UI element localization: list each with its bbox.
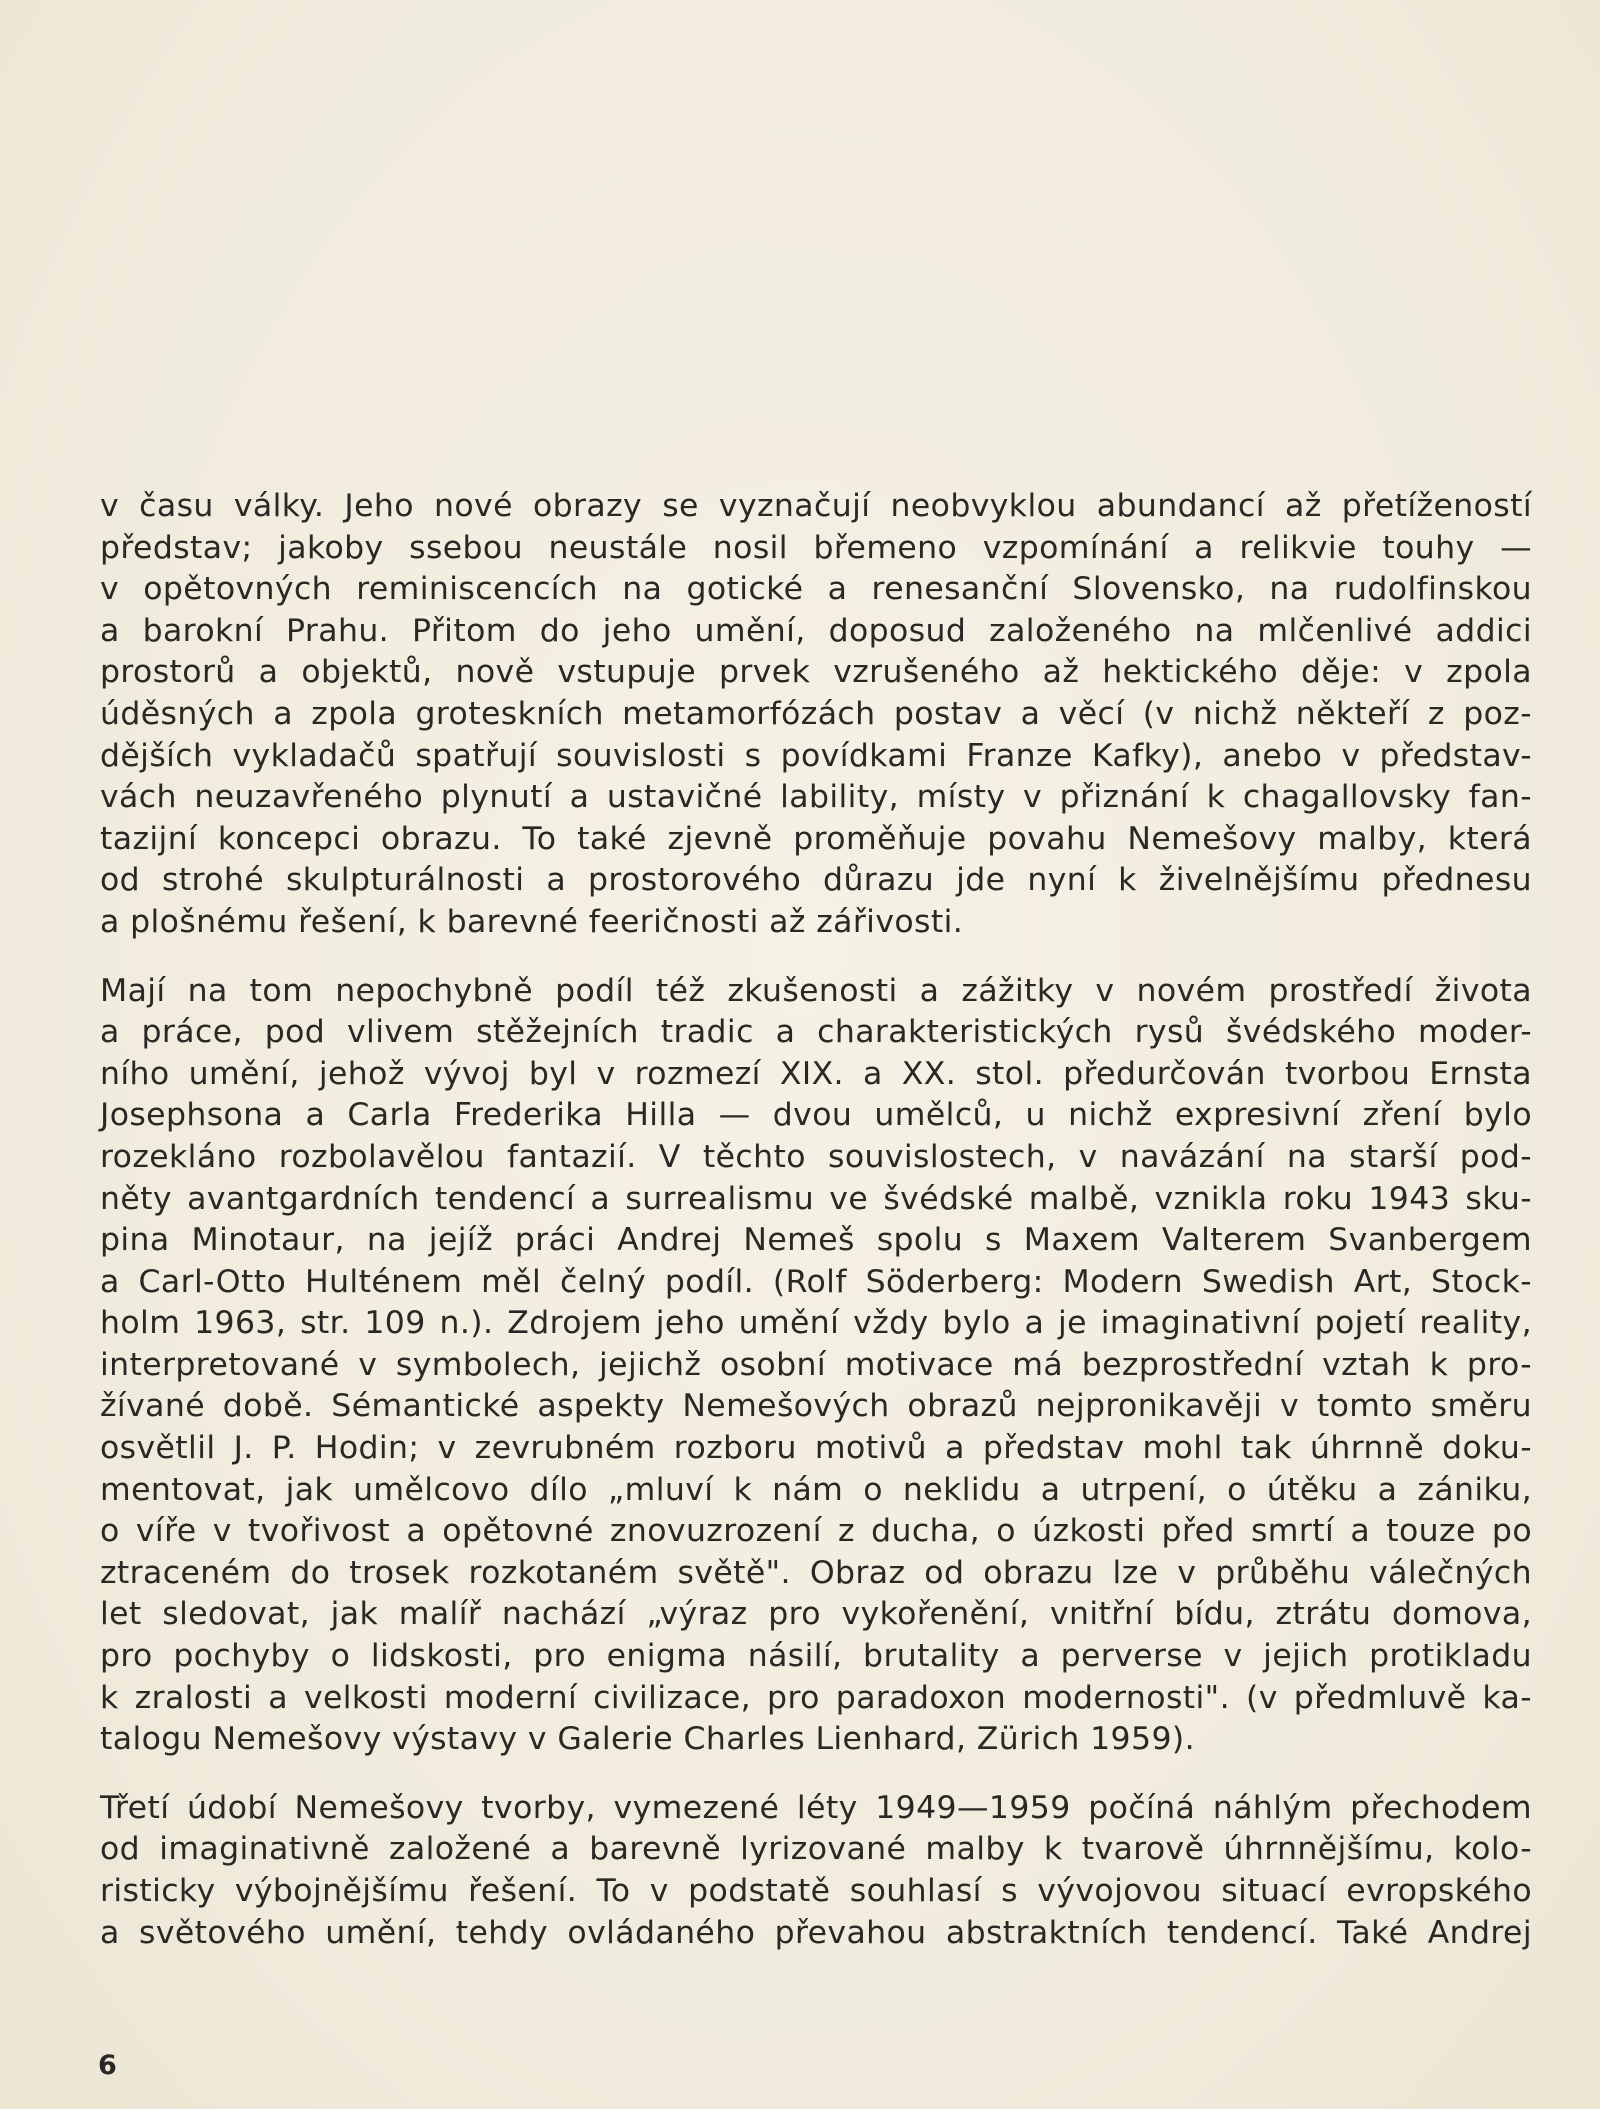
paragraph-gap (100, 1761, 1532, 1788)
text-line: talogu Nemešovy výstavy v Galerie Charles Lienhard, Zürich 1959). (100, 1721, 1195, 1758)
text-line: v opětovných reminiscencích na gotické a renesanční Slovensko, na rudolfinskou (100, 571, 1532, 608)
text-line: ního umění, jehož vývoj byl v rozmezí XIX. a XX. stol. předurčován tvorbou Ernsta (100, 1055, 1532, 1092)
text-line: žívané době. Sémantické aspekty Nemešových obrazů nejpronikavěji v tomto směru (100, 1388, 1532, 1425)
paragraph-1 (100, 486, 1532, 944)
text-line: pro pochyby o lidskosti, pro enigma násilí, brutality a perverse v jejich protikladu (100, 1638, 1532, 1675)
text-line: o víře v tvořivost a opětovné znovuzrození z ducha, o úzkosti před smrtí a touze po (100, 1513, 1532, 1550)
text-line: let sledovat, jak malíř nachází „výraz pro vykořenění, vnitřní bídu, ztrátu domova, (100, 1596, 1532, 1633)
text-line: představ; jakoby ssebou neustále nosil břemeno vzpomínání a relikvie touhy — (100, 529, 1532, 566)
text-line: interpretované v symbolech, jejichž osobní motivace má bezprostřední vztah k pro- (100, 1346, 1532, 1383)
text-line: Mají na tom nepochybně podíl též zkušenosti a zážitky v novém prostředí života (100, 972, 1532, 1009)
text-line: v času války. Jeho nové obrazy se vyznačují neobvyklou abundancí až přetíženostı́ (100, 488, 1532, 524)
text-line: a světového umění, tehdy ovládaného převahou abstraktních tendencí. Také Andrej (100, 1914, 1532, 1951)
text-line: k zralosti a velkosti moderní civilizace, pro paradoxon modernosti". (v předmluvě ka- (100, 1679, 1532, 1716)
text-line: prostorů a objektů, nově vstupuje prvek vzrušeného až hektického děje: v zpola (100, 654, 1532, 691)
page-number: 6 (98, 2050, 117, 2081)
text-line: mentovat, jak umělcovo dílo „mluví k nám o neklidu a utrpení, o útěku a zániku, (100, 1471, 1532, 1508)
text-line: úděsných a zpola grotesknı́ch metamorfózách postav a věcí (v nichž někteří z poz- (100, 695, 1532, 732)
paragraph-3 (100, 1788, 1532, 1954)
text-line: Třetí údobí Nemešovy tvorby, vymezené léty 1949—1959 počíná náhlým přechodem (100, 1789, 1532, 1826)
text-line: od strohé skulpturálnosti a prostorového důrazu jde nyní k živelnějšímu přednesu (100, 862, 1532, 899)
text-line: osvětlil J. P. Hodin; v zevrubném rozboru motivů a představ mohl tak úhrnně doku- (100, 1430, 1532, 1467)
paragraph-2 (100, 971, 1532, 1761)
text-line: od imaginativně založené a barevně lyrizované malby k tvarově úhrnnějšímu, kolo- (100, 1831, 1532, 1868)
text-line: pina Minotaur, na jejíž práci Andrej Nemeš spolu s Maxem Valterem Svanbergem (100, 1222, 1532, 1259)
body-text (100, 486, 1532, 1954)
text-line: vách neuzavřeného plynutí a ustavičné lability, místy v přiznání k chagallovsky fan- (100, 779, 1532, 816)
text-line: ztraceném do trosek rozkotaném světě". Obraz od obrazu lze v průběhu válečných (100, 1554, 1532, 1591)
paragraph-gap (100, 944, 1532, 971)
text-line: a Carl-Otto Hulténem měl čelný podíl. (Rolf Söderberg: Modern Swedish Art, Stock- (100, 1263, 1532, 1300)
text-line: a barokní Prahu. Přitom do jeho umění, doposud založeného na mlčenlivé addici (100, 612, 1532, 649)
text-line: tazijní koncepci obrazu. To také zjevně proměňuje povahu Nemešovy malby, která (100, 820, 1532, 857)
text-line: holm 1963, str. 109 n.). Zdrojem jeho umění vždy bylo a je imaginativní pojetí reality, (100, 1305, 1532, 1342)
text-line: a práce, pod vlivem stěžejních tradic a charakteristických rysů švédského moder- (100, 1014, 1532, 1051)
text-line: a plošnému řešení, k barevné feeričnosti až zářivosti. (100, 903, 964, 940)
text-line: něty avantgardních tendencí a surrealismu ve švédské malbě, vznikla roku 1943 sku- (100, 1180, 1532, 1217)
text-line: rozekláno rozbolavělou fantazií. V těchto souvislostech, v navázání na starší pod- (100, 1138, 1532, 1175)
text-line: Josephsona a Carla Frederika Hilla — dvou umělců, u nichž expresivní zření bylo (100, 1097, 1532, 1134)
text-line: risticky výbojnějšímu řešení. To v podstatě souhlasí s vývojovou situací evropského (100, 1873, 1532, 1909)
text-line: dějších vykladačů spatřují souvislosti s povídkami Franze Kafky), anebo v představ- (100, 737, 1532, 774)
